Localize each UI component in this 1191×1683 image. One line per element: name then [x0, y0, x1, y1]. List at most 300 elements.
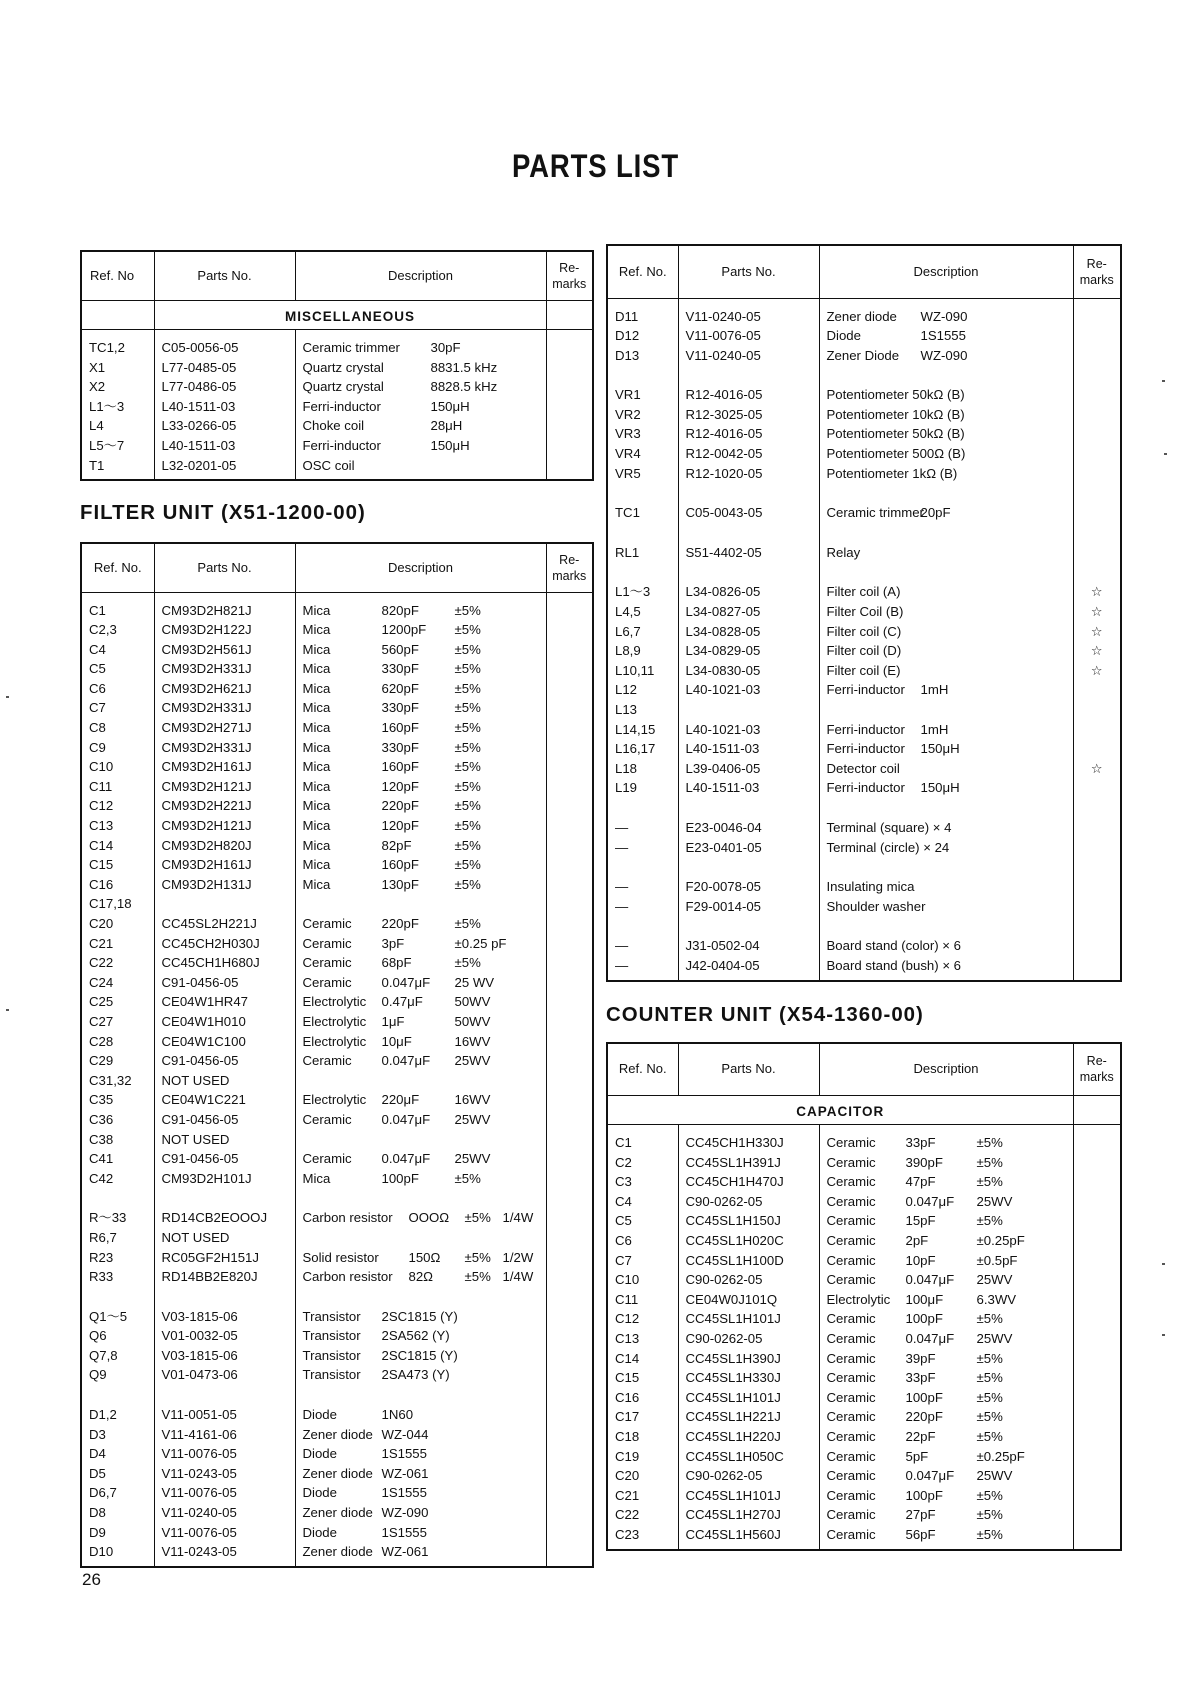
ref-no: C13: [607, 1329, 678, 1349]
description-field: Ceramic: [826, 1135, 876, 1151]
table-row: [81, 1464, 593, 1484]
description-field: ±5%: [464, 1210, 491, 1226]
row-spacer-cell: [154, 1385, 295, 1405]
ref-no: D10: [81, 1542, 154, 1562]
description: [819, 1466, 1073, 1486]
description-field: 28μH: [430, 418, 463, 434]
remarks: [1073, 1231, 1121, 1251]
column-header-remarks: Re-marks: [546, 251, 593, 300]
description-fields: [827, 1329, 1073, 1349]
description: [295, 1326, 546, 1346]
parts-no: C91-0456-05: [154, 1149, 295, 1169]
description-fields: [303, 1425, 546, 1445]
remarks: [546, 698, 593, 718]
margin-mark: [6, 1009, 9, 1011]
description: [819, 1270, 1073, 1290]
description: [819, 936, 1073, 956]
description: [819, 444, 1073, 464]
row-spacer-cell: [819, 1125, 1073, 1134]
description-fields: [827, 1133, 1073, 1153]
parts-no: CM93D2H131J: [154, 875, 295, 895]
description-fields: [303, 973, 546, 993]
ref-no: D8: [81, 1503, 154, 1523]
description-field: Carbon resistor: [302, 1210, 393, 1226]
description-fields: [303, 1208, 546, 1228]
row-spacer-cell: [546, 330, 593, 339]
parts-no: R12-4016-05: [678, 385, 819, 405]
remarks: [1073, 680, 1121, 700]
category-miscellaneous: MISCELLANEOUS: [154, 300, 546, 330]
description-fields: [827, 1388, 1073, 1408]
description: [295, 1464, 546, 1484]
parts-no: R12-3025-05: [678, 405, 819, 425]
row-spacer: [81, 592, 593, 601]
description-fields: [303, 1267, 546, 1287]
description-field: 50WV: [454, 994, 491, 1010]
ref-no: C13: [81, 816, 154, 836]
description-field: Mica: [302, 700, 331, 716]
continued-parts-table: [606, 244, 1122, 982]
ref-no: C14: [81, 836, 154, 856]
description-fields: [303, 1169, 546, 1189]
description-fields: [303, 1326, 546, 1346]
description-field: ±5%: [454, 622, 481, 638]
ref-no: L1～3: [81, 397, 154, 417]
table-row: [607, 1486, 1121, 1506]
table-row: [81, 338, 593, 358]
parts-no: CM93D2H161J: [154, 757, 295, 777]
remarks: [1073, 1192, 1121, 1212]
description-field: Terminal (square) × 4: [826, 819, 952, 835]
parts-no: CM93D2H561J: [154, 640, 295, 660]
description-fields: [303, 640, 546, 660]
table-row: [81, 601, 593, 621]
table-row: [81, 1149, 593, 1169]
table-row: [607, 1329, 1121, 1349]
ref-no: —: [607, 838, 678, 858]
description-field: ±5%: [976, 1370, 1003, 1386]
description-fields: [303, 1365, 546, 1385]
description-field: ±5%: [454, 857, 481, 873]
row-spacer-cell: [1073, 523, 1121, 543]
ref-no: D5: [81, 1464, 154, 1484]
description-field: WZ-061: [381, 1544, 429, 1560]
description: [295, 679, 546, 699]
remarks: [1073, 1270, 1121, 1290]
table-row: [81, 640, 593, 660]
ref-no: C1: [607, 1133, 678, 1153]
remarks: [1073, 503, 1121, 523]
description-field: 820pF: [381, 602, 419, 618]
parts-no: CM93D2H122J: [154, 620, 295, 640]
row-spacer-cell: [607, 798, 678, 818]
remarks: [546, 718, 593, 738]
description-fields: [303, 1248, 546, 1268]
description: [295, 836, 546, 856]
ref-no: C20: [81, 914, 154, 934]
description-field: 25WV: [976, 1272, 1013, 1288]
description-field: WZ-090: [381, 1505, 429, 1521]
table-row: [81, 1110, 593, 1130]
remarks: [546, 1012, 593, 1032]
row-spacer-cell: [295, 1287, 546, 1307]
description-fields: [827, 582, 1073, 602]
description-fields: [303, 757, 546, 777]
star-remark-icon: ☆: [1073, 641, 1121, 661]
description-fields: [827, 1192, 1073, 1212]
star-remark-icon: ☆: [1073, 582, 1121, 602]
row-spacer: [81, 1562, 593, 1567]
description-field: 82Ω: [408, 1269, 434, 1285]
table-row: [81, 679, 593, 699]
row-spacer-cell: [154, 592, 295, 601]
description-field: 25WV: [976, 1193, 1013, 1209]
parts-no: V11-0240-05: [678, 346, 819, 366]
parts-no: V03-1815-06: [154, 1307, 295, 1327]
ref-no: C8: [81, 718, 154, 738]
ref-no: C5: [607, 1211, 678, 1231]
ref-no: C23: [607, 1525, 678, 1545]
description: [295, 436, 546, 456]
description-field: Choke coil: [302, 418, 365, 434]
description: [819, 1290, 1073, 1310]
table-row: [607, 1349, 1121, 1369]
description-field: Mica: [302, 720, 331, 736]
description-field: 2SC1815 (Y): [381, 1347, 458, 1363]
description-field: Ceramic: [826, 1409, 876, 1425]
description-field: Ceramic: [826, 1154, 876, 1170]
ref-no: R～33: [81, 1208, 154, 1228]
parts-no: F20-0078-05: [678, 877, 819, 897]
description-fields: [827, 720, 1073, 740]
table-row: [81, 816, 593, 836]
description-field: 100μF: [905, 1291, 944, 1307]
description: [295, 1012, 546, 1032]
parts-no: C90-0262-05: [678, 1329, 819, 1349]
description-field: WZ-090: [920, 347, 968, 363]
description-field: 390pF: [905, 1154, 943, 1170]
description-fields: [827, 936, 1073, 956]
remarks: [1073, 818, 1121, 838]
remarks: [546, 875, 593, 895]
description-fields: [303, 875, 546, 895]
description-field: Quartz crystal: [302, 359, 384, 375]
description: [819, 700, 1073, 720]
description: [295, 698, 546, 718]
description-fields: [303, 601, 546, 621]
description: [819, 1251, 1073, 1271]
ref-no: C28: [81, 1032, 154, 1052]
parts-no: CM93D2H271J: [154, 718, 295, 738]
row-spacer-cell: [1073, 857, 1121, 877]
margin-mark: [1164, 453, 1167, 455]
remarks: [1073, 778, 1121, 798]
remarks: [1073, 1486, 1121, 1506]
description-field: Potentiometer 50kΩ (B): [826, 426, 965, 442]
description: [295, 1483, 546, 1503]
description-fields: [827, 1153, 1073, 1173]
row-spacer: [607, 365, 1121, 385]
description-field: 120pF: [381, 818, 419, 834]
description: [295, 1071, 546, 1091]
row-spacer-cell: [678, 298, 819, 307]
table-row: [607, 307, 1121, 327]
ref-no: C17,18: [81, 894, 154, 914]
description: [295, 1149, 546, 1169]
description-field: 1μF: [381, 1013, 405, 1029]
description: [819, 326, 1073, 346]
parts-no: CM93D2H821J: [154, 601, 295, 621]
description-field: Solid resistor: [302, 1249, 379, 1265]
row-spacer-cell: [154, 1562, 295, 1567]
description-field: 220μF: [381, 1092, 420, 1108]
description-field: Transistor: [302, 1328, 361, 1344]
table-row: [607, 1427, 1121, 1447]
description: [819, 1505, 1073, 1525]
description: [819, 1407, 1073, 1427]
table-row: [607, 739, 1121, 759]
remarks: [1073, 1388, 1121, 1408]
description-field: 1200pF: [381, 622, 427, 638]
parts-no: RD14CB2EOOOJ: [154, 1208, 295, 1228]
table-row: [607, 582, 1121, 602]
description-fields: [827, 307, 1073, 327]
description-fields: [827, 1368, 1073, 1388]
remarks: [546, 816, 593, 836]
table-row: [81, 1228, 593, 1248]
remarks: [1073, 1525, 1121, 1545]
parts-no: V01-0032-05: [154, 1326, 295, 1346]
row-spacer-cell: [81, 1562, 154, 1567]
description-field: Electrolytic: [826, 1291, 891, 1307]
description: [295, 816, 546, 836]
row-spacer-cell: [81, 1385, 154, 1405]
parts-no: CC45SL1H150J: [678, 1211, 819, 1231]
description: [819, 680, 1073, 700]
row-spacer: [81, 1188, 593, 1208]
description-fields: [303, 1051, 546, 1071]
description-field: Ceramic: [302, 1151, 352, 1167]
description-field: 82pF: [381, 837, 412, 853]
description-field: ±5%: [976, 1526, 1003, 1542]
remarks: [546, 358, 593, 378]
description: [295, 875, 546, 895]
description-field: ±5%: [976, 1135, 1003, 1151]
description: [295, 1090, 546, 1110]
table-row: [81, 757, 593, 777]
description-field: 10μF: [381, 1033, 412, 1049]
description-field: 20pF: [920, 505, 951, 521]
parts-no: L40-1511-03: [154, 436, 295, 456]
row-spacer-cell: [678, 523, 819, 543]
description-field: Zener Diode: [826, 347, 900, 363]
remarks: [546, 1307, 593, 1327]
description-field: Ferri-inductor: [826, 741, 905, 757]
description: [295, 855, 546, 875]
ref-no: C17: [607, 1407, 678, 1427]
star-remark-icon: ☆: [1073, 661, 1121, 681]
parts-no: CE04W1C221: [154, 1090, 295, 1110]
table-row: [607, 1505, 1121, 1525]
table-row: [607, 720, 1121, 740]
parts-no: L34-0829-05: [678, 641, 819, 661]
remarks: [546, 1365, 593, 1385]
ref-no: —: [607, 956, 678, 976]
remarks: [546, 377, 593, 397]
table-row: [607, 1172, 1121, 1192]
description-fields: [827, 1172, 1073, 1192]
description-field: 150μH: [920, 741, 960, 757]
description-fields: [303, 816, 546, 836]
parts-no: R12-0042-05: [678, 444, 819, 464]
description-field: 160pF: [381, 759, 419, 775]
row-spacer-cell: [607, 976, 678, 981]
row-spacer-cell: [546, 1385, 593, 1405]
description: [819, 1309, 1073, 1329]
description-field: ±0.25pF: [976, 1448, 1025, 1464]
description-field: 160pF: [381, 857, 419, 873]
table-row: [607, 602, 1121, 622]
description-field: 10pF: [905, 1252, 936, 1268]
column-header-remarks: Re-marks: [1073, 1043, 1121, 1095]
description-field: Ferri-inductor: [302, 398, 381, 414]
remarks: [546, 894, 593, 914]
description: [295, 1346, 546, 1366]
parts-no: V11-0076-05: [154, 1523, 295, 1543]
description: [819, 346, 1073, 366]
remarks: [1073, 424, 1121, 444]
row-spacer: [607, 1125, 1121, 1134]
remarks: [546, 796, 593, 816]
category-blank: [546, 300, 593, 330]
description-fields: [303, 397, 546, 417]
ref-no: C16: [81, 875, 154, 895]
parts-no: RC05GF2H151J: [154, 1248, 295, 1268]
description: [819, 1368, 1073, 1388]
parts-no: V11-0051-05: [154, 1405, 295, 1425]
description-field: 3pF: [381, 935, 405, 951]
description-field: 120pF: [381, 778, 419, 794]
description-field: 6.3WV: [976, 1291, 1017, 1307]
table-row: [81, 1405, 593, 1425]
row-spacer: [607, 483, 1121, 503]
description-field: 47pF: [905, 1174, 936, 1190]
description-field: Electrolytic: [302, 994, 367, 1010]
description-field: 0.47μF: [381, 994, 423, 1010]
description-field: Ceramic: [302, 916, 352, 931]
continued-rows: [607, 298, 1121, 981]
description-field: 100pF: [905, 1389, 943, 1405]
table-row: [607, 1211, 1121, 1231]
description-field: 1mH: [920, 721, 949, 737]
parts-no: C90-0262-05: [678, 1270, 819, 1290]
description-fields: [827, 778, 1073, 798]
remarks: [546, 659, 593, 679]
column-header-ref: Ref. No.: [607, 1043, 678, 1095]
ref-no: R6,7: [81, 1228, 154, 1248]
row-spacer: [81, 1287, 593, 1307]
parts-no: CM93D2H121J: [154, 816, 295, 836]
description-field: ±5%: [976, 1487, 1003, 1503]
description: [819, 1133, 1073, 1153]
counter-unit-parts-table: [606, 1042, 1122, 1551]
table-row: [81, 1523, 593, 1543]
table-row: [607, 897, 1121, 917]
ref-no: C12: [81, 796, 154, 816]
parts-no: CC45SL1H221J: [678, 1407, 819, 1427]
parts-no: CM93D2H101J: [154, 1169, 295, 1189]
row-spacer-cell: [607, 483, 678, 503]
description-field: Mica: [302, 1170, 331, 1186]
table-row: [607, 1153, 1121, 1173]
table-row: [81, 836, 593, 856]
description-field: ±5%: [454, 680, 481, 696]
row-spacer-cell: [819, 365, 1073, 385]
parts-no: CM93D2H331J: [154, 659, 295, 679]
parts-no: J42-0404-05: [678, 956, 819, 976]
row-spacer-cell: [819, 798, 1073, 818]
description-field: 0.047μF: [381, 1111, 431, 1127]
remarks: [546, 1110, 593, 1130]
row-spacer-cell: [607, 916, 678, 936]
remarks: [1073, 720, 1121, 740]
description-field: OSC coil: [302, 457, 355, 473]
ref-no: D13: [607, 346, 678, 366]
ref-no: C16: [607, 1388, 678, 1408]
table-row: [81, 953, 593, 973]
row-spacer-cell: [607, 298, 678, 307]
description: [295, 1228, 546, 1248]
description-fields: [303, 698, 546, 718]
table-row: [607, 818, 1121, 838]
description-field: Filter Coil (B): [826, 604, 904, 620]
parts-no: NOT USED: [154, 1071, 295, 1091]
remarks: [546, 757, 593, 777]
description: [295, 1267, 546, 1287]
ref-no: C4: [81, 640, 154, 660]
description-field: Electrolytic: [302, 1033, 367, 1049]
parts-no: CC45SL1H560J: [678, 1525, 819, 1545]
description-fields: [827, 1290, 1073, 1310]
parts-no: F29-0014-05: [678, 897, 819, 917]
description-field: 150Ω: [408, 1249, 441, 1265]
remarks: [1073, 385, 1121, 405]
description-fields: [303, 1503, 546, 1523]
table-row: [81, 777, 593, 797]
miscellaneous-rows: [81, 300, 593, 480]
description-field: ±5%: [464, 1249, 491, 1265]
parts-no: V11-0243-05: [154, 1464, 295, 1484]
table-row: [81, 875, 593, 895]
table-row: [81, 1326, 593, 1346]
description-field: Relay: [826, 544, 861, 560]
parts-no: L33-0266-05: [154, 416, 295, 436]
description: [819, 739, 1073, 759]
description-field: Mica: [302, 778, 331, 794]
ref-no: C6: [607, 1231, 678, 1251]
description: [819, 307, 1073, 327]
description-field: ±5%: [454, 1170, 481, 1186]
remarks: [1073, 1349, 1121, 1369]
row-spacer-cell: [154, 1188, 295, 1208]
table-row: [81, 1012, 593, 1032]
description: [295, 973, 546, 993]
description-field: ±5%: [976, 1409, 1003, 1425]
description: [295, 1365, 546, 1385]
table-row: [607, 1309, 1121, 1329]
row-spacer: [607, 523, 1121, 543]
description-fields: [827, 1349, 1073, 1369]
